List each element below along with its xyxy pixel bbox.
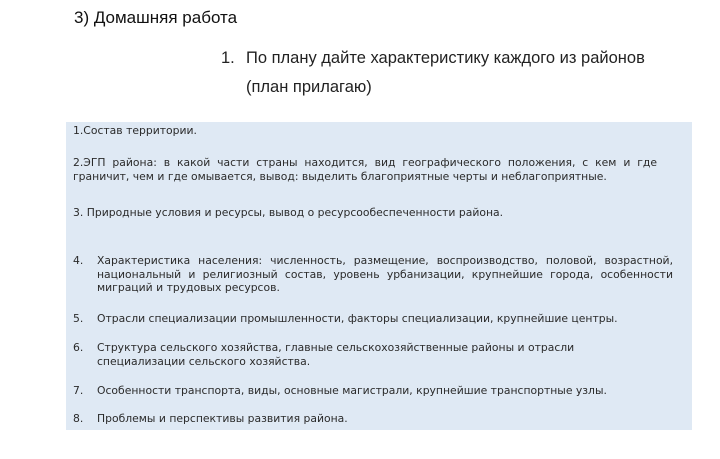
plan-item-text: Особенности транспорта, виды, основные магистрали, крупнейшие транспортные узлы. <box>97 384 607 397</box>
section-heading: 3) Домашняя работа <box>74 8 238 27</box>
plan-item-text: Отрасли специализации промышленности, факторы специализации, крупнейшие центры. <box>97 312 618 325</box>
plan-item-text: 2.ЭГП района: в какой части страны находится, вид географического положения, с кем и где граничит, чем и где омывается, вывод: выделить благоприятные черты и неблагоприятные. <box>73 156 657 183</box>
plan-item-7 <box>73 384 673 398</box>
plan-item-number: 5. <box>73 312 84 325</box>
plan-item-2 <box>73 156 657 183</box>
plan-item-6 <box>73 341 673 368</box>
plan-item-8 <box>73 412 673 426</box>
plan-item-number: 8. <box>73 412 84 425</box>
plan-item-1 <box>73 124 673 138</box>
plan-item-number: 7. <box>73 384 84 397</box>
plan-item-text: 1.Состав территории. <box>73 124 197 137</box>
plan-item-number: 6. <box>73 341 84 354</box>
plan-item-4 <box>73 254 673 295</box>
task-number: 1. <box>221 49 235 67</box>
plan-item-text: 3. Природные условия и ресурсы, вывод о ресурсообеспеченности района. <box>73 206 504 219</box>
plan-item-text: Структура сельского хозяйства, главные сельскохозяйственные районы и отрасли специализации сельского хозяйства. <box>97 341 575 368</box>
plan-item-text: Характеристика населения: численность, размещение, воспроизводство, половой, возрастной, национальный и религиозный состав, уровень урбанизации, крупнейшие города, особенности миграций и трудовых ресурсов. <box>97 254 673 294</box>
plan-item-text: Проблемы и перспективы развития района. <box>97 412 348 425</box>
plan-item-5 <box>73 312 673 326</box>
plan-item-number: 4. <box>73 254 84 267</box>
task-text: По плану дайте характеристику каждого из районов (план прилагаю) <box>246 49 645 96</box>
plan-box <box>66 122 692 430</box>
plan-item-3 <box>73 206 673 220</box>
